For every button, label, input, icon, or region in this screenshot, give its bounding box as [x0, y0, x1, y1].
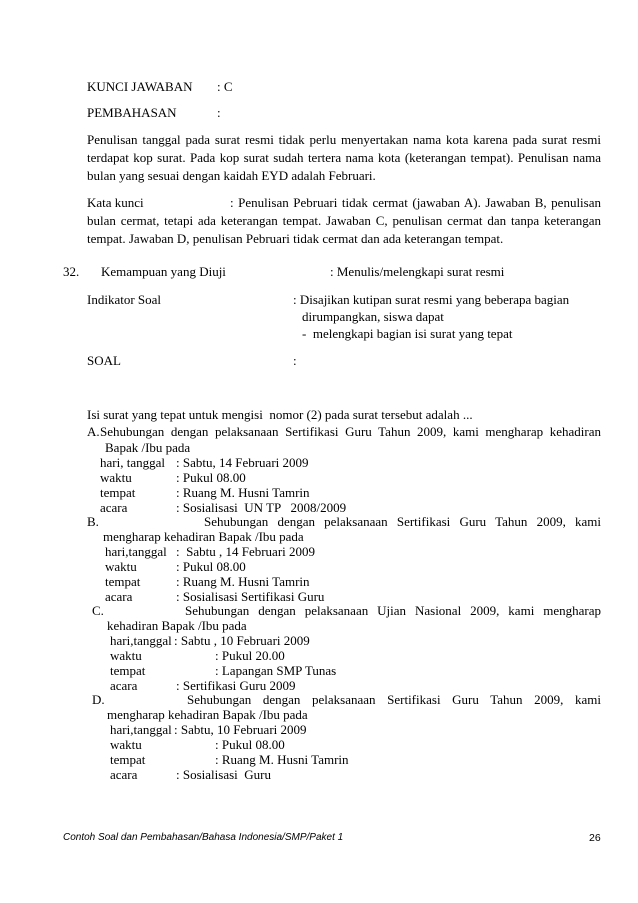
indicator-line: dirumpangkan, siswa dapat	[302, 309, 444, 324]
detail-value: : Pukul 08.00	[176, 559, 246, 574]
keyword-label: Kata kunci	[87, 195, 144, 210]
keyword-line: : Penulisan Pebruari tidak cermat (jawaban A). Jawaban B, penulisan	[230, 195, 601, 210]
detail-value: : Sertifikasi Guru 2009	[176, 678, 296, 693]
option-detail-row	[0, 767, 638, 783]
footer-title: Contoh Soal dan Pembahasan/Bahasa Indonesia/SMP/Paket 1	[63, 832, 344, 843]
option-detail-row	[0, 633, 638, 649]
detail-value: : Pukul 08.00	[176, 470, 246, 485]
detail-label: acara	[110, 767, 138, 782]
detail-value: : Sabtu, 14 Februari 2009	[176, 455, 309, 470]
page-number: 26	[589, 832, 601, 844]
detail-value: : Ruang M. Husni Tamrin	[176, 574, 310, 589]
option-detail-row	[0, 485, 638, 501]
option-intro-line: Bapak /Ibu pada	[105, 440, 191, 455]
answer-key-value: : C	[217, 79, 233, 94]
detail-value: : Sosialisasi UN TP 2008/2009	[176, 500, 347, 515]
detail-label: waktu	[105, 559, 137, 574]
soal-row	[0, 353, 638, 369]
detail-label: tempat	[100, 485, 136, 500]
detail-value: : Pukul 08.00	[215, 737, 285, 752]
detail-label: hari, tanggal	[100, 455, 165, 470]
detail-value: : Sosialisasi Sertifikasi Guru	[176, 589, 325, 604]
option-letter: D.	[92, 692, 105, 707]
option-detail-row	[0, 722, 638, 738]
option-intro-line: Sehubungan dengan pelaksanaan Ujian Nasional 2009, kami mengharap	[185, 603, 601, 618]
discussion-colon: :	[217, 105, 221, 120]
detail-label: acara	[100, 500, 128, 515]
question-number: 32.	[63, 264, 80, 279]
option-intro-line: Sehubungan dengan pelaksanaan Sertifikasi Guru Tahun 2009, kami	[204, 514, 601, 529]
option-detail-row	[0, 648, 638, 664]
option-letter: A.	[87, 424, 100, 439]
detail-label: acara	[110, 678, 138, 693]
detail-label: waktu	[110, 648, 142, 663]
option-detail-row	[0, 574, 638, 590]
detail-label: hari,tanggal	[110, 633, 172, 648]
option-intro-line: kehadiran Bapak /Ibu pada	[107, 618, 247, 633]
detail-label: tempat	[110, 752, 146, 767]
discussion-line: Penulisan tanggal pada surat resmi tidak perlu menyertakan nama kota karena pada surat resmi	[87, 132, 601, 147]
discussion-row	[0, 105, 638, 121]
detail-value: : Ruang M. Husni Tamrin	[176, 485, 310, 500]
keyword-line: tempat. Jawaban D, penulisan Pebruari tidak cermat dan ada keterangan tempat.	[87, 231, 504, 246]
detail-value: : Sosialisasi Guru	[176, 767, 271, 782]
question-prompt: Isi surat yang tepat untuk mengisi nomor (2) pada surat tersebut adalah ...	[87, 407, 473, 422]
detail-label: waktu	[110, 737, 142, 752]
option-intro-line: mengharap kehadiran Bapak /Ibu pada	[107, 707, 308, 722]
detail-value: : Sabtu , 10 Februari 2009	[174, 633, 310, 648]
option-intro-line: mengharap kehadiran Bapak /Ibu pada	[103, 529, 304, 544]
option-intro-line: Sehubungan dengan pelaksanaan Sertifikasi Guru Tahun 2009, kami	[187, 692, 601, 707]
indicator-line: - melengkapi bagian isi surat yang tepat	[302, 326, 513, 341]
discussion-line: bulan yang sesuai dengan kaidah EYD adalah Februari.	[87, 168, 376, 183]
answer-key-row	[0, 79, 638, 95]
indicator-label: Indikator Soal	[87, 292, 162, 307]
option-detail-row	[0, 737, 638, 753]
detail-label: waktu	[100, 470, 132, 485]
discussion-line: terdapat kop surat. Pada kop surat sudah tertera nama kota (keterangan tempat). Penulisan nama	[87, 150, 601, 165]
option-detail-row	[0, 470, 638, 486]
detail-label: tempat	[110, 663, 146, 678]
option-letter: C.	[92, 603, 104, 618]
soal-colon: :	[293, 353, 297, 368]
option-intro-line: Sehubungan dengan pelaksanaan Sertifikasi Guru Tahun 2009, kami mengharap kehadiran	[100, 424, 601, 439]
ability-value: : Menulis/melengkapi surat resmi	[330, 264, 505, 279]
detail-label: acara	[105, 589, 133, 604]
discussion-label: PEMBAHASAN	[87, 105, 177, 120]
option-letter: B.	[87, 514, 99, 529]
option-detail-row	[0, 752, 638, 768]
option-detail-row	[0, 455, 638, 471]
answer-key-label: KUNCI JAWABAN	[87, 79, 193, 94]
indicator-line: : Disajikan kutipan surat resmi yang beberapa bagian	[293, 292, 570, 307]
option-detail-row	[0, 663, 638, 679]
detail-label: hari,tanggal	[110, 722, 172, 737]
ability-label: Kemampuan yang Diuji	[101, 264, 226, 279]
detail-label: tempat	[105, 574, 141, 589]
detail-value: : Lapangan SMP Tunas	[215, 663, 337, 678]
detail-label: hari,tanggal	[105, 544, 167, 559]
option-detail-row	[0, 559, 638, 575]
question-header-row	[0, 264, 638, 280]
option-detail-row	[0, 544, 638, 560]
keyword-line: bulan cermat, tetapi ada keterangan tempat. Jawaban C, penulisan cermat dan tanpa keterangan	[87, 213, 601, 228]
detail-value: : Sabtu, 10 Februari 2009	[174, 722, 307, 737]
detail-value: : Pukul 20.00	[215, 648, 285, 663]
detail-value: : Ruang M. Husni Tamrin	[215, 752, 349, 767]
soal-label: SOAL	[87, 353, 121, 368]
detail-value: : Sabtu , 14 Februari 2009	[176, 544, 316, 559]
